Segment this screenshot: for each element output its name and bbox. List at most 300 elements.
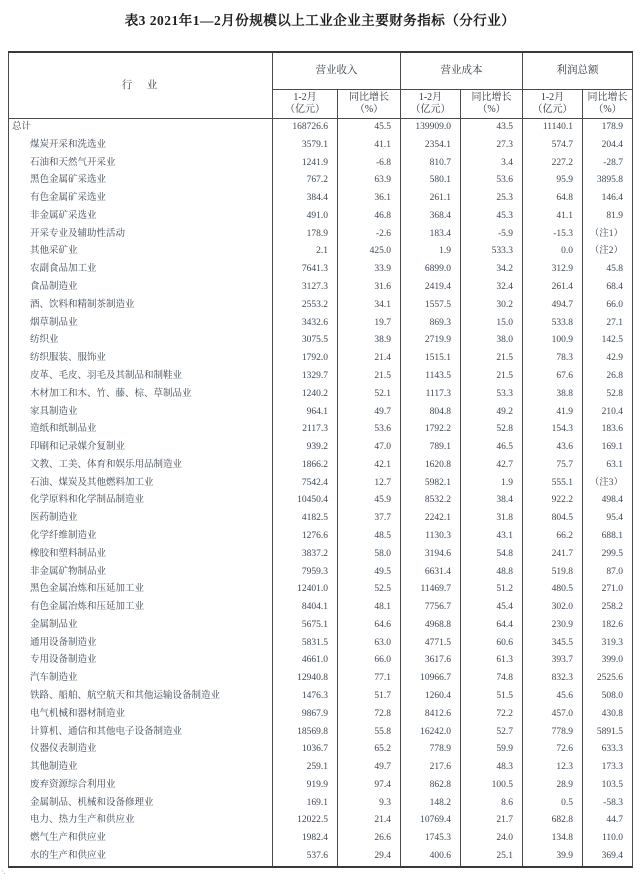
value-cell: （注1） (583, 226, 633, 244)
industry-cell: 文教、工美、体育和娱乐用品制造业 (9, 457, 273, 475)
value-cell: 103.5 (583, 777, 633, 795)
industry-cell: 燃气生产和供应业 (9, 830, 273, 848)
industry-cell: 橡胶和塑料制品业 (9, 546, 273, 564)
value-cell: 12.3 (523, 759, 583, 777)
col-header-line: （%） (354, 104, 384, 115)
value-cell: 10450.4 (273, 492, 338, 510)
value-cell: 49.7 (338, 404, 401, 422)
industry-cell: 医药制造业 (9, 510, 273, 528)
value-cell: 5831.5 (273, 635, 338, 653)
value-cell: 10769.4 (401, 812, 461, 830)
industry-cell: 石油和天然气开采业 (9, 155, 273, 173)
industry-cell: 纺织服装、服饰业 (9, 350, 273, 368)
value-cell: 217.6 (401, 759, 461, 777)
industry-cell: 金属制品业 (9, 617, 273, 635)
value-cell: 1329.7 (273, 368, 338, 386)
value-cell: 21.4 (338, 350, 401, 368)
value-cell: 1515.1 (401, 350, 461, 368)
value-cell: -28.7 (583, 155, 633, 173)
value-cell: 12022.5 (273, 812, 338, 830)
table-row (9, 564, 633, 582)
table-row (9, 421, 633, 439)
value-cell: 87.0 (583, 564, 633, 582)
value-cell: 8412.6 (401, 706, 461, 724)
col-header-line: 同比增长 (349, 91, 389, 103)
table-row (9, 812, 633, 830)
value-cell: 173.3 (583, 759, 633, 777)
industry-cell: 铁路、船舶、航空航天和其他运输设备制造业 (9, 688, 273, 706)
value-cell: 1130.3 (401, 528, 461, 546)
table-row (9, 724, 633, 742)
value-cell: （注3） (583, 475, 633, 493)
industry-cell: 金属制品、机械和设备修理业 (9, 795, 273, 813)
value-cell: 11469.7 (401, 581, 461, 599)
value-cell: 37.7 (338, 510, 401, 528)
value-cell: 49.2 (461, 404, 523, 422)
value-cell: 34.1 (338, 297, 401, 315)
value-cell: 1792.0 (273, 350, 338, 368)
industry-cell: 黑色金属冶炼和压延加工业 (9, 581, 273, 599)
industry-cell: 计算机、通信和其他电子设备制造业 (9, 724, 273, 742)
industry-cell: 汽车制造业 (9, 670, 273, 688)
value-cell: 31.8 (461, 510, 523, 528)
value-cell: 3127.3 (273, 279, 338, 297)
table-row (9, 137, 633, 155)
table-row (9, 635, 633, 653)
value-cell: 42.9 (583, 350, 633, 368)
value-cell: 939.2 (273, 439, 338, 457)
value-cell: 862.8 (401, 777, 461, 795)
value-cell: 0.5 (523, 795, 583, 813)
value-cell: 3837.2 (273, 546, 338, 564)
value-cell: 258.2 (583, 599, 633, 617)
value-cell: 25.3 (461, 190, 523, 208)
value-cell: 2419.4 (401, 279, 461, 297)
value-cell: 2354.1 (401, 137, 461, 155)
value-cell: 537.6 (273, 848, 338, 867)
value-cell: 95.4 (583, 510, 633, 528)
value-cell: 778.9 (523, 724, 583, 742)
value-cell: 45.3 (461, 208, 523, 226)
value-cell: 168726.6 (273, 119, 338, 137)
value-cell: 52.1 (338, 386, 401, 404)
table-row (9, 706, 633, 724)
table-row (9, 617, 633, 635)
col-header-revenue-amount (273, 90, 338, 119)
table-row (9, 830, 633, 848)
table-row (9, 315, 633, 333)
value-cell: 25.1 (461, 848, 523, 867)
value-cell: 48.8 (461, 564, 523, 582)
table-row (9, 759, 633, 777)
value-cell: 1241.9 (273, 155, 338, 173)
col-header-line: 同比增长 (587, 91, 628, 103)
value-cell: 3895.8 (583, 172, 633, 190)
value-cell: 302.0 (523, 599, 583, 617)
col-group-cost: 营业成本 (401, 52, 523, 90)
value-cell: -15.3 (523, 226, 583, 244)
value-cell: 508.0 (583, 688, 633, 706)
value-cell: 21.5 (338, 368, 401, 386)
value-cell: 95.9 (523, 172, 583, 190)
value-cell: 169.1 (583, 439, 633, 457)
table-row (9, 332, 633, 350)
table-header (9, 52, 633, 119)
value-cell: 368.4 (401, 208, 461, 226)
col-header-profit-amount (523, 90, 583, 119)
value-cell: 789.1 (401, 439, 461, 457)
value-cell: 312.9 (523, 261, 583, 279)
value-cell: 1117.3 (401, 386, 461, 404)
industry-cell: 农副食品加工业 (9, 261, 273, 279)
value-cell: 227.2 (523, 155, 583, 173)
table-row (9, 688, 633, 706)
industry-cell: 造纸和纸制品业 (9, 421, 273, 439)
value-cell: 1620.8 (401, 457, 461, 475)
col-header-line: 同比增长 (471, 91, 512, 103)
value-cell: 7959.3 (273, 564, 338, 582)
col-header-line: （亿元） (285, 104, 325, 115)
table-row (9, 581, 633, 599)
value-cell: 580.1 (401, 172, 461, 190)
value-cell: -6.8 (338, 155, 401, 173)
table-row (9, 741, 633, 759)
industry-cell: 木材加工和木、竹、藤、棕、草制品业 (9, 386, 273, 404)
col-group-revenue: 营业收入 (273, 52, 401, 90)
industry-cell: 水的生产和供应业 (9, 848, 273, 867)
table-row (9, 599, 633, 617)
value-cell: 10966.7 (401, 670, 461, 688)
table-row (9, 475, 633, 493)
value-cell: 9.3 (338, 795, 401, 813)
industry-cell: 酒、饮料和精制茶制造业 (9, 297, 273, 315)
col-header-line: （%） (593, 104, 622, 115)
industry-cell: 有色金属冶炼和压延加工业 (9, 599, 273, 617)
table-row (9, 528, 633, 546)
value-cell: 41.1 (338, 137, 401, 155)
value-cell: 46.8 (338, 208, 401, 226)
value-cell: 183.6 (583, 421, 633, 439)
value-cell: 42.1 (338, 457, 401, 475)
value-cell: 2719.9 (401, 332, 461, 350)
value-cell: 5891.5 (583, 724, 633, 742)
value-cell: 480.5 (523, 581, 583, 599)
value-cell: 66.0 (338, 652, 401, 670)
value-cell: 53.3 (461, 386, 523, 404)
value-cell: 48.1 (338, 599, 401, 617)
value-cell: 26.6 (338, 830, 401, 848)
value-cell: 533.8 (523, 315, 583, 333)
value-cell: 29.4 (338, 848, 401, 867)
value-cell: 45.8 (583, 261, 633, 279)
value-cell: 52.7 (461, 724, 523, 742)
value-cell: 804.5 (523, 510, 583, 528)
industry-cell: 电气机械和器材制造业 (9, 706, 273, 724)
industry-cell: 食品制造业 (9, 279, 273, 297)
value-cell: （注2） (583, 243, 633, 261)
value-cell: 1143.5 (401, 368, 461, 386)
value-cell: 183.4 (401, 226, 461, 244)
value-cell: 44.7 (583, 812, 633, 830)
value-cell: 66.0 (583, 297, 633, 315)
value-cell: 5675.1 (273, 617, 338, 635)
value-cell: 58.0 (338, 546, 401, 564)
value-cell: 148.2 (401, 795, 461, 813)
value-cell: 33.9 (338, 261, 401, 279)
value-cell: 142.5 (583, 332, 633, 350)
industry-cell: 化学原料和化学制品制造业 (9, 492, 273, 510)
value-cell: 28.9 (523, 777, 583, 795)
value-cell: 2.1 (273, 243, 338, 261)
table-row (9, 546, 633, 564)
table-row (9, 386, 633, 404)
industry-cell: 非金属矿采选业 (9, 208, 273, 226)
value-cell: 7641.3 (273, 261, 338, 279)
industry-cell: 印刷和记录媒介复制业 (9, 439, 273, 457)
value-cell: 4182.5 (273, 510, 338, 528)
industry-cell: 总计 (9, 119, 273, 137)
value-cell: 27.1 (583, 315, 633, 333)
value-cell: 48.3 (461, 759, 523, 777)
industry-cell: 通用设备制造业 (9, 635, 273, 653)
value-cell: 3194.6 (401, 546, 461, 564)
industry-cell: 烟草制品业 (9, 315, 273, 333)
industry-cell: 有色金属矿采选业 (9, 190, 273, 208)
value-cell: 4661.0 (273, 652, 338, 670)
value-cell: 0.0 (523, 243, 583, 261)
value-cell: 38.8 (523, 386, 583, 404)
value-cell: 55.8 (338, 724, 401, 742)
value-cell: -2.6 (338, 226, 401, 244)
value-cell: 4968.8 (401, 617, 461, 635)
value-cell: 64.6 (338, 617, 401, 635)
col-header-cost-amount (401, 90, 461, 119)
value-cell: 46.5 (461, 439, 523, 457)
value-cell: 11140.1 (523, 119, 583, 137)
value-cell: 3075.5 (273, 332, 338, 350)
value-cell: 45.4 (461, 599, 523, 617)
value-cell: 72.6 (523, 741, 583, 759)
value-cell: 230.9 (523, 617, 583, 635)
value-cell: 36.1 (338, 190, 401, 208)
value-cell: 804.8 (401, 404, 461, 422)
value-cell: 49.5 (338, 564, 401, 582)
table-row (9, 510, 633, 528)
value-cell: 75.7 (523, 457, 583, 475)
value-cell: 1982.4 (273, 830, 338, 848)
industry-cell: 非金属矿物制品业 (9, 564, 273, 582)
table-row (9, 795, 633, 813)
value-cell: 8404.1 (273, 599, 338, 617)
table-row (9, 439, 633, 457)
value-cell: 533.3 (461, 243, 523, 261)
financial-indicators-table (8, 51, 633, 868)
value-cell: 45.6 (523, 688, 583, 706)
value-cell: 38.0 (461, 332, 523, 350)
table-row (9, 297, 633, 315)
value-cell: 45.5 (338, 119, 401, 137)
table-row (9, 368, 633, 386)
value-cell: 12.7 (338, 475, 401, 493)
value-cell: 399.0 (583, 652, 633, 670)
value-cell: 64.8 (523, 190, 583, 208)
table-row (9, 350, 633, 368)
value-cell: 19.7 (338, 315, 401, 333)
value-cell: 182.6 (583, 617, 633, 635)
table-row (9, 243, 633, 261)
value-cell: 41.1 (523, 208, 583, 226)
industry-cell: 黑色金属矿采选业 (9, 172, 273, 190)
value-cell: 15.0 (461, 315, 523, 333)
value-cell: 178.9 (583, 119, 633, 137)
value-cell: 12401.0 (273, 581, 338, 599)
col-header-industry: 行 业 (9, 52, 273, 119)
value-cell: 299.5 (583, 546, 633, 564)
value-cell: 682.8 (523, 812, 583, 830)
value-cell: 67.6 (523, 368, 583, 386)
value-cell: 3432.6 (273, 315, 338, 333)
table-row (9, 261, 633, 279)
col-group-profit: 利润总额 (523, 52, 633, 90)
value-cell: 21.7 (461, 812, 523, 830)
value-cell: 1.9 (461, 475, 523, 493)
value-cell: 261.1 (401, 190, 461, 208)
table-body (9, 119, 633, 867)
value-cell: 63.1 (583, 457, 633, 475)
value-cell: 519.8 (523, 564, 583, 582)
table-row (9, 119, 633, 137)
industry-cell: 其他制造业 (9, 759, 273, 777)
value-cell: 6899.0 (401, 261, 461, 279)
value-cell: 919.9 (273, 777, 338, 795)
value-cell: 30.2 (461, 297, 523, 315)
value-cell: 63.9 (338, 172, 401, 190)
value-cell: 1260.4 (401, 688, 461, 706)
industry-cell: 化学纤维制造业 (9, 528, 273, 546)
value-cell: 45.9 (338, 492, 401, 510)
table-row (9, 208, 633, 226)
value-cell: 68.4 (583, 279, 633, 297)
value-cell: 5982.1 (401, 475, 461, 493)
value-cell: 369.4 (583, 848, 633, 867)
value-cell: 97.4 (338, 777, 401, 795)
table-row (9, 226, 633, 244)
value-cell: 43.6 (523, 439, 583, 457)
value-cell: 66.2 (523, 528, 583, 546)
value-cell: 78.3 (523, 350, 583, 368)
col-header-line: 1-2月 (293, 91, 317, 103)
col-header-line: 1-2月 (418, 91, 443, 103)
value-cell: 7756.7 (401, 599, 461, 617)
value-cell: 8532.2 (401, 492, 461, 510)
value-cell: 178.9 (273, 226, 338, 244)
value-cell: 51.7 (338, 688, 401, 706)
value-cell: 169.1 (273, 795, 338, 813)
value-cell: 204.4 (583, 137, 633, 155)
table-row (9, 279, 633, 297)
value-cell: 53.6 (338, 421, 401, 439)
value-cell: 1276.6 (273, 528, 338, 546)
col-header-revenue-growth (338, 90, 401, 119)
col-header-line: （亿元） (532, 104, 573, 115)
industry-cell: 电力、热力生产和供应业 (9, 812, 273, 830)
value-cell: 832.3 (523, 670, 583, 688)
value-cell: 110.0 (583, 830, 633, 848)
table-row (9, 492, 633, 510)
value-cell: 60.6 (461, 635, 523, 653)
industry-cell: 废弃资源综合利用业 (9, 777, 273, 795)
value-cell: 491.0 (273, 208, 338, 226)
value-cell: 74.8 (461, 670, 523, 688)
value-cell: 345.5 (523, 635, 583, 653)
value-cell: 49.7 (338, 759, 401, 777)
value-cell: 38.9 (338, 332, 401, 350)
value-cell: 100.9 (523, 332, 583, 350)
value-cell: 3.4 (461, 155, 523, 173)
value-cell: 9867.9 (273, 706, 338, 724)
table-row (9, 457, 633, 475)
value-cell: 12940.8 (273, 670, 338, 688)
value-cell: 688.1 (583, 528, 633, 546)
value-cell: 31.6 (338, 279, 401, 297)
value-cell: 425.0 (338, 243, 401, 261)
value-cell: 964.1 (273, 404, 338, 422)
industry-cell: 家具制造业 (9, 404, 273, 422)
value-cell: 52.8 (461, 421, 523, 439)
value-cell: 38.4 (461, 492, 523, 510)
value-cell: 21.4 (338, 812, 401, 830)
value-cell: 154.3 (523, 421, 583, 439)
value-cell: 59.9 (461, 741, 523, 759)
value-cell: -58.3 (583, 795, 633, 813)
value-cell: 210.4 (583, 404, 633, 422)
col-header-line: （%） (477, 104, 506, 115)
value-cell: 430.8 (583, 706, 633, 724)
value-cell: 494.7 (523, 297, 583, 315)
value-cell: 54.8 (461, 546, 523, 564)
value-cell: 16242.0 (401, 724, 461, 742)
value-cell: 1557.5 (401, 297, 461, 315)
value-cell: 34.2 (461, 261, 523, 279)
value-cell: 7542.4 (273, 475, 338, 493)
value-cell: 18569.8 (273, 724, 338, 742)
value-cell: 51.2 (461, 581, 523, 599)
value-cell: 393.7 (523, 652, 583, 670)
value-cell: 3579.1 (273, 137, 338, 155)
value-cell: 457.0 (523, 706, 583, 724)
value-cell: 24.0 (461, 830, 523, 848)
value-cell: 384.4 (273, 190, 338, 208)
value-cell: 146.4 (583, 190, 633, 208)
col-header-line: （亿元） (410, 104, 451, 115)
value-cell: 271.0 (583, 581, 633, 599)
value-cell: -5.9 (461, 226, 523, 244)
value-cell: 139909.0 (401, 119, 461, 137)
value-cell: 77.1 (338, 670, 401, 688)
value-cell: 21.5 (461, 368, 523, 386)
value-cell: 61.3 (461, 652, 523, 670)
value-cell: 241.7 (523, 546, 583, 564)
value-cell: 63.0 (338, 635, 401, 653)
industry-cell: 皮革、毛皮、羽毛及其制品和制鞋业 (9, 368, 273, 386)
value-cell: 51.5 (461, 688, 523, 706)
value-cell: 41.9 (523, 404, 583, 422)
corner-mark: ·. (1, 867, 6, 876)
value-cell: 43.5 (461, 119, 523, 137)
value-cell: 134.8 (523, 830, 583, 848)
value-cell: 4771.5 (401, 635, 461, 653)
value-cell: 43.1 (461, 528, 523, 546)
